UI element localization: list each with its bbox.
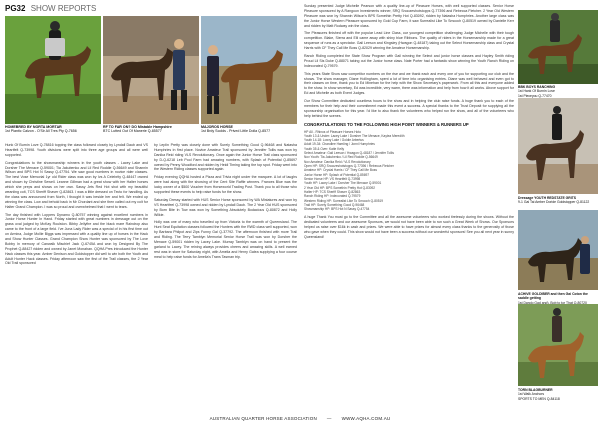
caption-title: ACHIVE GOLDIBER and then Gai Coton the saddle getting [518,292,588,301]
separator: — [326,416,332,421]
result-line: Select Amateur: Gail Leeson / Hwagon Q-48187 / Jennifer Tollis [304,151,394,156]
result-line: Nov Youth: Tia Jakubenko / Lil Red Roddie Q-56649 [304,155,378,160]
right-page [300,0,600,424]
result-line: Showmanship HP: BPS Hot N Sassy Q-47754 [304,207,370,212]
result-line: Senior Horse HP: VS Heartfelt Q-73998 [304,176,361,181]
text-column-1 [5,143,148,269]
caption-title: HOMEBRED BY NORTA MORTAR [5,125,62,129]
results-heading: CONGRATULATIONS TO THE FOLLOWING HIGH POINT WINNERS & RUNNERS UP [304,121,469,127]
caption-text: 1st Dando Gad and), Bob to tor That Q-80720 [518,300,587,305]
paragraph: Sunday presented Judge Michelle Pearson with a quality line-up of Pleasure Horses, with well supported classes. Senior Horse Pleasure sponsored by A Rangoon Investments winner, SRQ Snoozeshotstopps Q-77396 and Rebecca Fletcher. 2 Year Old Western Pleasure was won by Shannin Wilson's BPS Somethin Pretty Hot Q-83092, ridden by Natasha Humphries. Another large class was the Junior Horse Western Pleasure sponsored by Gold Cup Farm, it saw Surrealist Like To Smooch Q-80519 owned by Danielle Kerr and ridden by Matt Rodway win the class. [304,4,514,28]
caption-text: 9-1 Gai Tai Amber Doride Goldstopper Q-81122 [518,200,590,205]
caption-text: 1st Hank Of Burnin Love 1st Pieceyou Q-77470 [518,89,555,98]
paragraph: This years State Show saw competitor numbers on the rise and we thank each and every one of you for supporting our club and the shows. The show manager, Diane Hollingham, spent a lot of time into organising entries. Diane was well behaved and even got to their classes on time, thank you to Ed Minehan for the help with the Show Secretary's paperwork. From all this and everyone added to the show. In show secretary, Ed was incredible, very warm, there was information and help from how it all works. Above support for Ed and Michelle as both Event Judges. [304,71,514,96]
photo-caption-1 [5,125,101,134]
photo-strip [5,16,297,124]
result-line: HP All - Rhinos of Pleasure Horses Hoto [304,129,361,134]
paragraph: Holly was one of many who travelled up from Victoria to the warmth of Queensland. The Hunt Seat Equitation classes followed the Hunters with the RWD class well supported, won by Barbara Philpot and Zips Funny Gal Q-37792. The afternoon finished with more Trail and Riding. The Terry Tamblyn Memorial Senior Horse Trail was won by Dorsher the Menace Q-59001 ridden by Lacey Lake. Murray Tamblyn was on hand to present the garland to Lacey. The reining always provides cheers and amazing skills. A well earned rest was in store for Saturday night, with Amelia and Henry Galea supplying a four course meal to help raise funds for Amelia's Trans Tasman trip. [154,220,297,259]
result-line: Halter HP: TCS Sheriff Shaver Q-82863 [304,189,361,194]
result-line: Western Riding HP: Surrealist Like To Smooch Q-80519 [304,198,384,203]
result-line: Youth 13 & Under: Lacey Lake / Dorsher The Menace, Kaylea Meredith [304,133,405,138]
paragraph: Ranch Riding completed the State Show Program with Gail winning the Select and junior horse classes and Hayley Smith riding Proud Lil Sis Duke Q-88071 taking out the Junior horse class. Nate Porter had a fantastic show winning the Youth Ranch Riding on Indecorated Q-79579. [304,54,514,68]
result-line: Amateur HP: Crystal Harris / CF They Call Me Boss [304,168,377,173]
photo-captions [5,125,297,134]
photo-caption-5 [518,196,598,205]
caption-title: MAJOROS HORSE [201,125,233,129]
horse-photo-6 [518,210,598,290]
horse-photo-7 [518,304,598,386]
caption-text: 1st Plantic Calzon - O'Sir All Tres Pty Q-7656 [5,129,77,134]
photo-caption-3 [201,125,297,134]
section-title: SHOW REPORTS [30,4,97,13]
caption-title: RF TO FAR ON? DO Mistable Hampshire [103,125,172,129]
horse-photo-3 [201,16,297,124]
result-line: Trail HP: Surely Something Good Q-96468 [304,202,365,207]
text-column-2 [154,143,297,269]
paragraph: The day finished with Loppers Dynamo Q-80757 winning against excellent numbers in Junior Horse Hunter In Hand. Friday started with great numbers in dressage out on the grass oval judged by McKay Roulston. Bibby Jellyfire and the black mare Raindrop also came to the front of a large field. I've Juna Lady Rider was a special of in his first time out on Armina, Judge Mollie Biggs was impressed with a quality line up of horses in the Hack and Show Hunter Classes. Grand Champion Show Hunter was sponsored by The Love Bobby In memory of Canwalk Mischief Jack Q-6745A and won by Designed By The Prophet Q-88427 ridden and owned by Janet Monahan. QQHA Pres introduced the Hunter Hack classes this year. Amber Denison and Goldstopper did well to win both the Youth and Adult Hunter Hack classes. Friday afternoon saw the first of the Trail classes, the 2 Year Old Trail sponsored [5,212,148,266]
publication-name: AUSTRALIAN QUARTER HORSE ASSOCIATION [209,416,317,421]
paragraph: Hunk Of Burnin Love Q-78816 topping the class followed closely by Lyndall Daub and VS Heartfelt Q-73998. Youth divisions were split into three age groups and all were well supported. [5,143,148,157]
result-line: Adult 19-34: Chandlee Hamling / Jonni Humphries [304,142,375,147]
page-folio [5,4,96,13]
photo-caption-7 [518,388,598,401]
paragraph: Congratulations to the showmanship winners in the youth classes - Lacey Lake and Dorsher The Menace Q-59001; Tia Jakubenko and Lil Red Roddie Q-56649 and Shannin Wilson and BPS Hot N Sassy Q-47754. We saw good numbers in novice rider classes. The best Vose Memorial 1yr old Rider class was won by Ivs A Celebrity Q-48447 owned and shown by Christine Sewell. Leanne Gillman had a great show with her Halter horses which she preps and shows on her own. Sassy Jets Red Hot shot with my beautiful weanling colt, TCS Sheriff Shaver Q-82863. I was a little dressed on Tecto for handling. As the class was announced from North, I thought it was beside her and felt. We ended up winning the class. Low and behold back in Mr Chordant and she then called out my colt for Halter Grand Champion. I was so proud and overwhelmed that I went to tears. [5,160,148,209]
paragraph: Friday evening QQHA hosted a Pizza and Trivia night under the marquee. A lot of laughs were had along with the showing of the Cent Site Raffle winners. Frances Blue was the lucky owner of a $500 Voucher from Horseworld Trading Post. Thank you to all those who supported these events to help raise funds for the show. [154,175,297,195]
result-line: Youth 35 & Over: Katie Kelly [304,146,345,151]
horse-photo-5 [518,98,598,194]
result-line: 2 Year Old HP: BPS Somethin Pretty Hot Q-83092 [304,185,376,190]
caption-title: BBK BOYS RANCHING [518,85,556,89]
photo-caption-2 [103,125,199,134]
paragraph: by Leplin Pretty was closely done with Surely Something Good Q-96468 and Natasha Humphries in first place. Novice Amateur Trail sponsored by Jennifer Tollis was won by Danika Reid riding VLS Revolutionary. Once again the Junior Horse Trail class sponsored by D-Q-6218 Leb Pool Farm had amazing numbers, with Splash of Potential Q-85697 owned by Penny Woodford and ridden by Heidi Timing taking the top spot. Friday went into the Western Riding classes supported again. [154,143,297,172]
horse-photo-1 [5,16,101,124]
page-footer [0,416,600,421]
photo-caption-6 [518,292,598,305]
result-line: Nov Amateur: Danika Reid / VLS Revolutionary [304,159,371,164]
photo-caption-4 [518,85,598,98]
horse-photo-4 [518,10,598,84]
result-line: Youth HP: Lacey Lake / Dorsher The Menace Q-59001 [304,181,382,186]
result-line: Youth 14-18: Lowry Lake / Goldie Arbertus [304,138,364,143]
result-line: Junior Horse HP: Splash of Potential Q-85697 [304,172,370,177]
paragraph: Our Show Committee dedicated countless hours to the show and in helping the club raise funds. A huge thank you to each of the members for their help and their commitment made this event a success. A special thanks to the Trust Deposit for supplying all the sponsorship organisation for this year. I'd like to also thank the volunteers who helped run the show, and all of the volunteers who help behind the scenes. [304,99,514,118]
caption-text: 1st Brdy Scolds - Prived Little Dolla Q-8577 [201,129,271,134]
text-column-3 [304,4,514,240]
paragraph: The Pleasures finished off with the popular Lead Line Class, our youngest competition challenging Judge Michelle with their tough competition. Blake, Sierra and Elli came away with shiny blue Ribbons. The quality of riders in the Horsemanship made for a great sequence of runs as a spectator. Gail Leeson and Kingsley (Hwagon Q-48187) taking out the Select Horsemanship class and Crystal Harris with CF They Call Me Boss Q-82029 winning the Amateur Horsemanship. [304,31,514,51]
result-line: Open HP: SRQ Snoozeshotstopps Q-77396 / Rebecca Fletcher [304,164,394,168]
article-body-right [304,4,514,243]
caption-text: 1st Walk Anchors SPORTS TO MEN Q-84118 [518,392,560,401]
horse-photo-2 [103,16,199,124]
paragraph: Saturday Dressy started with HUS Senior Horse sponsored by WA Miniatures and won by VS Heartfeel Q-73998 owned and ridden by Lyndall Daub. The 2 Year Old HUS sponsored by Born Bite In Tow was won by Something Absolutely Bodacious Q-80872 and Holly Wilkie. [154,197,297,217]
website-link[interactable]: WWW.AQHA.COM.AU [341,416,391,421]
results-list [304,130,514,212]
caption-text: BTC Lutted Out Of Manerie Q-85577 [103,129,162,134]
result-line: Ranch Riding HP: Indecorated Q-79579 [304,194,361,199]
caption-title: TORN BLAGBURNER [518,388,553,392]
caption-title: Dressage YOUTH REDSTATE GRITS [518,196,577,200]
article-body-left [5,143,297,269]
paragraph: A huge Thank You must go to the Committee and all the awesome volunteers who worked tirelessly during the shows. Without the dedicated volunteers and our awesome Sponsors, we would not have been able to run such a Great Week of Shows. Our Sponsors helped us raise over $16k in cash and prizes. We were able to have prizes for almost every class thanks to the generosity of those who gave when they could. This show would not have been a success without our wonderful sponsors! See you all next year in sunny Queensland! [304,215,514,239]
page-number: PG32 [5,4,26,13]
